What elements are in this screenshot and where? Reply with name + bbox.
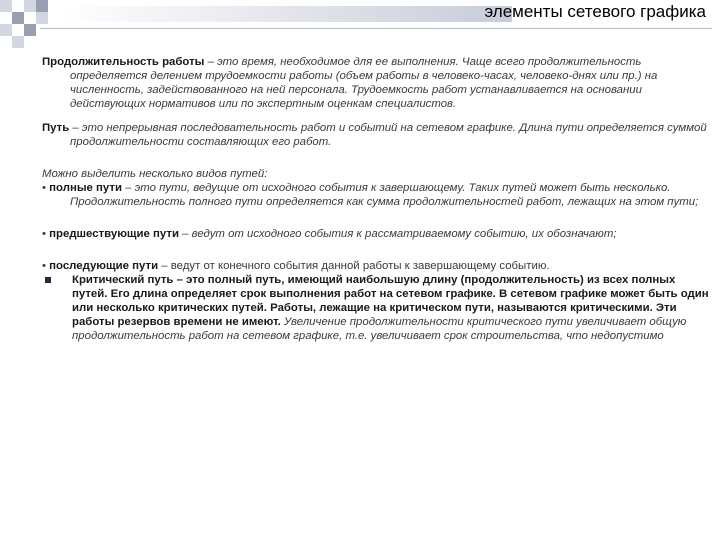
decorative-squares [0,0,60,48]
square-icon [12,12,24,24]
square-icon [0,0,12,12]
square-icon [0,24,12,36]
duration-term: Продолжительность работы [42,56,205,68]
duration-paragraph [42,55,710,111]
path-term: Путь [42,122,70,134]
next-paths-item [42,259,710,273]
critical-path-bold: Критический путь – это полный путь, имеющий наибольшую длину (продолжительность) из всех полных путей. Его длина определяет срок выполнения работ на сетевом графике. В сетевом графике может быть один или несколько критических путей. Работы, лежащие на критическом пути, называются критическими. Эти работы резервов времени не имеют. [72,274,709,328]
square-bullet-icon [45,277,51,283]
duration-text: – это время, необходимое для ее выполнения. Чаще всего продолжительность определяется делением трудоемкости работы (объем работы в человеко-часах, человеко-днях или пр.) на численность, задействованного на ней персонала. Трудоемкость работ устанавливается на основании действующих нормативов или по экспертным оценкам специалистов. [70,56,658,110]
bullet-dot: • [42,260,50,272]
bullet-dot: • [42,228,50,240]
slide-body [42,55,710,343]
slide-title: элементы сетевого графика [484,2,706,21]
square-icon [12,36,24,48]
path-text: – это непрерывная последовательность работ и событий на сетевом графике. Длина пути определяется суммой продолжительности составляющих его работ. [69,122,707,148]
kinds-intro: Можно выделить несколько видов путей: [42,168,268,180]
path-paragraph [42,121,710,149]
critical-path-italic: Увеличение продолжительности критического пути увеличивает общую продолжительность работ на сетевом графике, т.е. увеличивает срок строительства, что недопустимо [72,316,687,342]
bullet-dot: • [42,182,50,194]
prev-paths-item [42,227,710,241]
title-divider [40,28,712,29]
prev-paths-text: – ведут от исходного события к рассматриваемому событию, их обозначают; [178,228,617,240]
square-icon [36,12,48,24]
next-paths-term: последующие пути [49,260,159,272]
square-icon [24,24,36,36]
next-paths-text: – ведут от конечного события данной работы к завершающему событию. [158,260,550,272]
critical-path-item [42,273,710,343]
full-paths-item [42,181,710,209]
title-gradient-bar [60,6,512,22]
square-icon [24,0,36,12]
full-paths-term: полные пути [49,182,122,194]
prev-paths-term: предшествующие пути [49,228,179,240]
full-paths-text: – это пути, ведущие от исходного события к завершающему. Таких путей может быть несколько. Продолжительность полного пути определяется как сумма продолжительностей работ, лежащих на этом пути; [70,182,699,208]
square-icon [36,0,48,12]
